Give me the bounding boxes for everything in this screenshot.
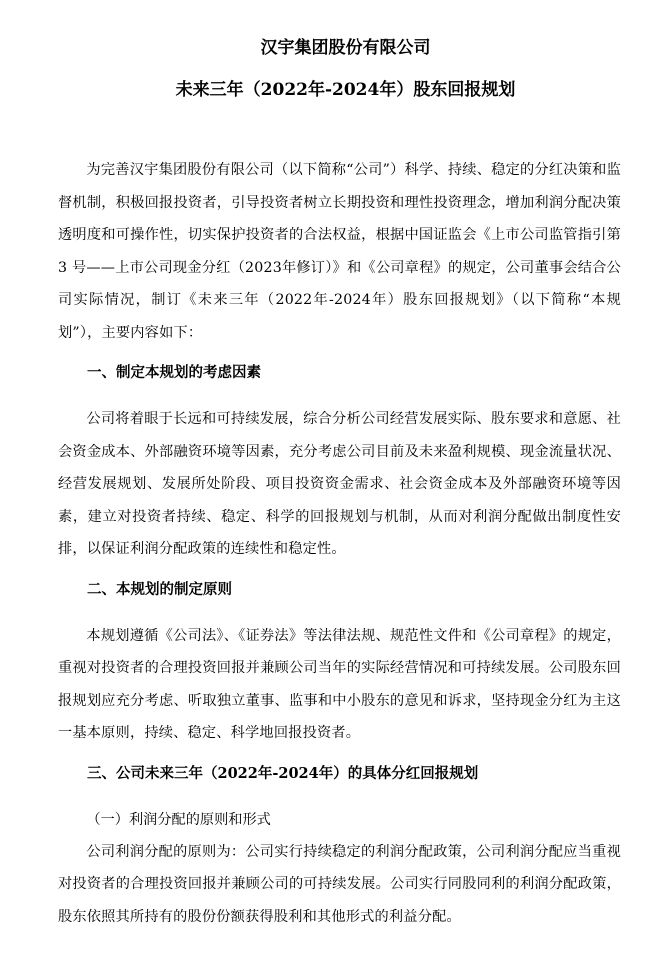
section-3-heading: 三、公司未来三年（2022年-2024年）的具体分红回报规划 <box>87 764 479 782</box>
intro-paragraph: 为完善汉宇集团股份有限公司（以下简称“公司”）科学、持续、稳定的分红决策和监督机制，积极回报投资者，引导投资者树立长期投资和理性投资理念，增加利润分配决策透明度和可操作性，切实保护投资者的合法权益，根据中国证监会《上市公司监管指引第3 号——上市公司现金分红（2023年修订）》和《公司章程》的规定，公司董事会结合公司实际情况，制订《未来三年（2022年-2024年）股东回报规划》（以下简称“本规划”），主要内容如下： <box>58 162 621 341</box>
company-title: 汉宇集团股份有限公司 <box>260 38 431 58</box>
section-1-heading: 一、制定本规划的考虑因素 <box>87 364 261 381</box>
section-3-body: 公司利润分配的原则为：公司实行持续稳定的利润分配政策，公司利润分配应当重视对投资者的合理投资回报并兼顾公司的可持续发展。公司实行同股同利的利润分配政策，股东依照其所持有的股份份额获得股利和其他形式的利益分配。 <box>58 843 621 925</box>
plan-title: 未来三年（2022年-2024年）股东回报规划 <box>175 80 516 100</box>
section-1-body: 公司将着眼于长远和可持续发展，综合分析公司经营发展实际、股东要求和意愿、社会资金成本、外部融资环境等因素，充分考虑公司目前及未来盈利规模、现金流量状况、经营发展规划、发展所处阶段、项目投资资金需求、社会资金成本及外部融资环境等因素，建立对投资者持续、稳定、科学的回报规划与机制，从而对利润分配做出制度性安排，以保证利润分配政策的连续性和稳定性。 <box>58 411 621 557</box>
section-3-subheading: （一）利润分配的原则和形式 <box>86 811 271 828</box>
section-2-body: 本规划遵循《公司法》、《证券法》等法律法规、规范性文件和《公司章程》的规定，重视对投资者的合理投资回报并兼顾公司当年的实际经营情况和可持续发展。公司股东回报规划应充分考虑、听取独立董事、监事和中小股东的意见和诉求，坚持现金分红为主这一基本原则，持续、稳定、科学地回报投资者。 <box>58 627 621 741</box>
section-2-heading: 二、本规划的制定原则 <box>87 580 232 598</box>
